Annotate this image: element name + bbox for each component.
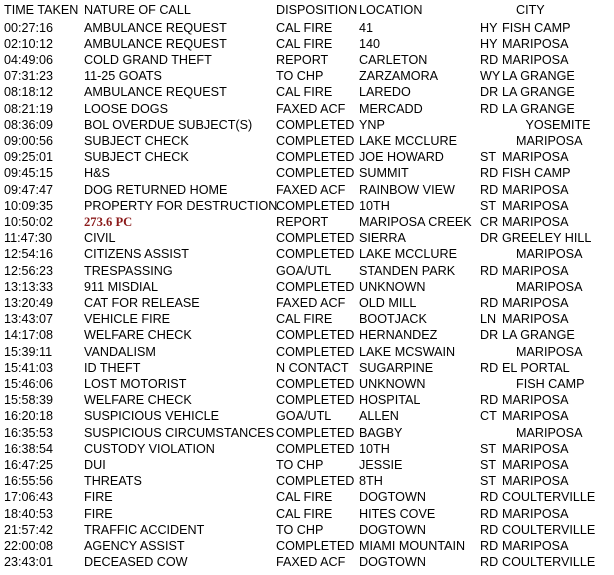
table-row <box>0 392 614 408</box>
location-cell: LAKE MCCLURE <box>359 247 457 262</box>
table-row <box>0 489 614 505</box>
time-cell: 16:35:53 <box>4 425 54 440</box>
city-cell: COULTERVILLE <box>502 490 596 505</box>
time-cell: 13:43:07 <box>4 312 54 327</box>
street-suffix-cell: RD <box>480 506 499 521</box>
location-cell: DOGTOWN <box>359 522 426 537</box>
table-row <box>0 360 614 376</box>
location-cell: 8TH <box>359 474 383 489</box>
location-cell: HOSPITAL <box>359 393 421 408</box>
time-cell: 13:13:33 <box>4 279 54 294</box>
table-row <box>0 279 614 295</box>
time-cell: 12:54:16 <box>4 247 54 262</box>
disposition-cell: COMPLETED <box>276 279 355 294</box>
street-suffix-cell: RD <box>480 101 499 116</box>
time-cell: 08:21:19 <box>4 101 54 116</box>
time-cell: 09:45:15 <box>4 166 54 181</box>
location-cell: HERNANDEZ <box>359 328 438 343</box>
city-cell: MARIPOSA <box>516 425 583 440</box>
disposition-cell: CAL FIRE <box>276 85 333 100</box>
time-cell: 17:06:43 <box>4 490 54 505</box>
nature-cell: CAT FOR RELEASE <box>84 295 200 310</box>
table-row <box>0 149 614 165</box>
nature-cell: CUSTODY VIOLATION <box>84 441 215 456</box>
table-row <box>0 214 614 230</box>
location-cell: MERCADD <box>359 101 423 116</box>
location-cell: JESSIE <box>359 457 403 472</box>
time-cell: 23:43:01 <box>4 555 54 570</box>
disposition-cell: FAXED ACF <box>276 555 346 570</box>
location-cell: 140 <box>359 36 381 51</box>
location-cell: SUMMIT <box>359 166 409 181</box>
city-cell: MARIPOSA <box>502 263 569 278</box>
nature-cell: DUI <box>84 457 106 472</box>
table-row <box>0 408 614 424</box>
disposition-cell: FAXED ACF <box>276 295 346 310</box>
location-cell: JOE HOWARD <box>359 150 444 165</box>
street-suffix-cell: RD <box>480 538 499 553</box>
street-suffix-cell: RD <box>480 522 499 537</box>
street-suffix-cell: RD <box>480 490 499 505</box>
disposition-cell: TO CHP <box>276 69 324 84</box>
nature-cell: AMBULANCE REQUEST <box>84 36 227 51</box>
table-row <box>0 101 614 117</box>
street-suffix-cell: WY <box>480 69 501 84</box>
nature-cell: BOL OVERDUE SUBJECT(S) <box>84 117 253 132</box>
street-suffix-cell: RD <box>480 295 499 310</box>
location-cell: RAINBOW VIEW <box>359 182 455 197</box>
nature-cell: LOOSE DOGS <box>84 101 168 116</box>
nature-cell: H&S <box>84 166 110 181</box>
city-cell: MARIPOSA <box>502 474 569 489</box>
street-suffix-cell: ST <box>480 441 497 456</box>
city-cell: MARIPOSA <box>516 344 583 359</box>
disposition-cell: COMPLETED <box>276 150 355 165</box>
disposition-cell: COMPLETED <box>276 133 355 148</box>
location-cell: LAKE MCSWAIN <box>359 344 456 359</box>
nature-cell: PROPERTY FOR DESTRUCTION <box>84 198 278 213</box>
disposition-cell: N CONTACT <box>276 360 349 375</box>
location-cell: SIERRA <box>359 231 406 246</box>
location-cell: OLD MILL <box>359 295 417 310</box>
location-cell: CARLETON <box>359 52 428 67</box>
location-cell: BOOTJACK <box>359 312 427 327</box>
time-cell: 12:56:23 <box>4 263 54 278</box>
city-cell: MARIPOSA <box>516 279 583 294</box>
city-cell: MARIPOSA <box>502 409 569 424</box>
table-row <box>0 473 614 489</box>
street-suffix-cell: RD <box>480 263 499 278</box>
street-suffix-cell: HY <box>480 36 498 51</box>
table-row <box>0 133 614 149</box>
disposition-cell: TO CHP <box>276 522 324 537</box>
disposition-cell: GOA/UTL <box>276 263 332 278</box>
disposition-cell: COMPLETED <box>276 474 355 489</box>
nature-cell: CIVIL <box>84 231 116 246</box>
nature-cell: ID THEFT <box>84 360 141 375</box>
table-row <box>0 84 614 100</box>
city-cell: MARIPOSA <box>502 198 569 213</box>
location-cell: 10TH <box>359 198 390 213</box>
city-cell: MARIPOSA <box>502 36 569 51</box>
disposition-cell: COMPLETED <box>276 538 355 553</box>
nature-cell: DOG RETURNED HOME <box>84 182 228 197</box>
time-cell: 09:00:56 <box>4 133 54 148</box>
city-cell: LA GRANGE <box>502 101 575 116</box>
header-nature: NATURE OF CALL <box>84 3 191 17</box>
time-cell: 08:18:12 <box>4 85 54 100</box>
nature-cell: 11-25 GOATS <box>84 69 162 84</box>
location-cell: BAGBY <box>359 425 403 440</box>
time-cell: 10:09:35 <box>4 198 54 213</box>
city-cell: COULTERVILLE <box>502 555 596 570</box>
time-cell: 21:57:42 <box>4 522 54 537</box>
time-cell: 10:50:02 <box>4 214 54 229</box>
disposition-cell: REPORT <box>276 214 329 229</box>
street-suffix-cell: RD <box>480 52 499 67</box>
street-suffix-cell: CT <box>480 409 497 424</box>
street-suffix-cell: ST <box>480 150 497 165</box>
header-city: CITY <box>516 3 545 17</box>
nature-cell: TRESPASSING <box>84 263 173 278</box>
time-cell: 00:27:16 <box>4 20 54 35</box>
table-row <box>0 246 614 262</box>
city-cell: MARIPOSA <box>502 295 569 310</box>
nature-cell: SUSPICIOUS CIRCUMSTANCES <box>84 425 275 440</box>
location-cell: HITES COVE <box>359 506 436 521</box>
disposition-cell: REPORT <box>276 52 329 67</box>
street-suffix-cell: RD <box>480 555 499 570</box>
table-row <box>0 457 614 473</box>
disposition-cell: COMPLETED <box>276 247 355 262</box>
city-cell: FISH CAMP <box>516 376 585 391</box>
nature-cell: TRAFFIC ACCIDENT <box>84 522 205 537</box>
city-cell: EL PORTAL <box>502 360 570 375</box>
disposition-cell: CAL FIRE <box>276 20 333 35</box>
table-row <box>0 538 614 554</box>
street-suffix-cell: DR <box>480 85 499 100</box>
street-suffix-cell: RD <box>480 393 499 408</box>
city-cell: MARIPOSA <box>502 214 569 229</box>
location-cell: UNKNOWN <box>359 376 426 391</box>
nature-cell: 911 MISDIAL <box>84 279 158 294</box>
city-cell: GREELEY HILL <box>502 231 592 246</box>
table-row <box>0 36 614 52</box>
time-cell: 13:20:49 <box>4 295 54 310</box>
time-cell: 18:40:53 <box>4 506 54 521</box>
nature-cell: FIRE <box>84 506 113 521</box>
table-row <box>0 165 614 181</box>
disposition-cell: COMPLETED <box>276 231 355 246</box>
table-row <box>0 327 614 343</box>
disposition-cell: COMPLETED <box>276 166 355 181</box>
disposition-cell: COMPLETED <box>276 376 355 391</box>
location-cell: STANDEN PARK <box>359 263 456 278</box>
nature-cell: FIRE <box>84 490 113 505</box>
nature-cell: WELFARE CHECK <box>84 328 192 343</box>
nature-cell: COLD GRAND THEFT <box>84 52 212 67</box>
location-cell: 10TH <box>359 441 390 456</box>
time-cell: 04:49:06 <box>4 52 54 67</box>
street-suffix-cell: LN <box>480 312 497 327</box>
nature-cell: WELFARE CHECK <box>84 393 192 408</box>
street-suffix-cell: CR <box>480 214 499 229</box>
city-cell: MARIPOSA <box>502 150 569 165</box>
header-time: TIME TAKEN <box>4 3 79 17</box>
table-row <box>0 506 614 522</box>
time-cell: 16:47:25 <box>4 457 54 472</box>
city-cell: MARIPOSA <box>516 133 583 148</box>
time-cell: 15:46:06 <box>4 376 54 391</box>
nature-cell: AMBULANCE REQUEST <box>84 85 227 100</box>
disposition-cell: COMPLETED <box>276 425 355 440</box>
disposition-cell: FAXED ACF <box>276 182 346 197</box>
disposition-cell: CAL FIRE <box>276 312 333 327</box>
disposition-cell: TO CHP <box>276 457 324 472</box>
nature-cell: SUBJECT CHECK <box>84 150 189 165</box>
header-row <box>0 2 614 18</box>
table-row <box>0 182 614 198</box>
city-cell: FISH CAMP <box>502 166 571 181</box>
nature-cell: DECEASED COW <box>84 555 188 570</box>
street-suffix-cell: ST <box>480 457 497 472</box>
location-cell: DOGTOWN <box>359 555 426 570</box>
street-suffix-cell: RD <box>480 182 499 197</box>
nature-cell: SUSPICIOUS VEHICLE <box>84 409 220 424</box>
street-suffix-cell: ST <box>480 198 497 213</box>
time-cell: 15:58:39 <box>4 393 54 408</box>
header-disposition: DISPOSITION <box>276 3 358 17</box>
time-cell: 16:38:54 <box>4 441 54 456</box>
street-suffix-cell: ST <box>480 474 497 489</box>
nature-cell: VANDALISM <box>84 344 156 359</box>
disposition-cell: COMPLETED <box>276 441 355 456</box>
city-cell: LA GRANGE <box>502 85 575 100</box>
nature-cell: LOST MOTORIST <box>84 376 187 391</box>
location-cell: DOGTOWN <box>359 490 426 505</box>
time-cell: 16:20:18 <box>4 409 54 424</box>
city-cell: MARIPOSA <box>502 312 569 327</box>
time-cell: 16:55:56 <box>4 474 54 489</box>
table-row <box>0 20 614 36</box>
location-cell: LAKE MCCLURE <box>359 133 457 148</box>
table-row <box>0 376 614 392</box>
table-row <box>0 425 614 441</box>
disposition-cell: COMPLETED <box>276 393 355 408</box>
time-cell: 09:47:47 <box>4 182 54 197</box>
city-cell: LA GRANGE <box>502 69 575 84</box>
city-cell: YOSEMITE <box>525 117 591 132</box>
nature-cell: VEHICLE FIRE <box>84 312 171 327</box>
time-cell: 02:10:12 <box>4 36 54 51</box>
city-cell: LA GRANGE <box>502 328 575 343</box>
table-row <box>0 311 614 327</box>
nature-cell: AGENCY ASSIST <box>84 538 185 553</box>
disposition-cell: COMPLETED <box>276 198 355 213</box>
city-cell: MARIPOSA <box>502 52 569 67</box>
street-suffix-cell: RD <box>480 166 499 181</box>
location-cell: ALLEN <box>359 409 399 424</box>
location-cell: LAREDO <box>359 85 411 100</box>
location-cell: YNP <box>359 117 385 132</box>
street-suffix-cell: DR <box>480 328 499 343</box>
city-cell: MARIPOSA <box>516 247 583 262</box>
street-suffix-cell: RD <box>480 360 499 375</box>
nature-cell: AMBULANCE REQUEST <box>84 20 227 35</box>
disposition-cell: COMPLETED <box>276 328 355 343</box>
time-cell: 09:25:01 <box>4 150 54 165</box>
table-row <box>0 117 614 133</box>
time-cell: 22:00:08 <box>4 538 54 553</box>
disposition-cell: FAXED ACF <box>276 101 346 116</box>
table-row <box>0 198 614 214</box>
time-cell: 11:47:30 <box>4 231 53 246</box>
city-cell: MARIPOSA <box>502 182 569 197</box>
location-cell: MARIPOSA CREEK <box>359 214 472 229</box>
time-cell: 07:31:23 <box>4 69 54 84</box>
table-row <box>0 295 614 311</box>
nature-cell: SUBJECT CHECK <box>84 133 189 148</box>
time-cell: 14:17:08 <box>4 328 54 343</box>
time-cell: 15:41:03 <box>4 360 54 375</box>
location-cell: 41 <box>359 20 374 35</box>
city-cell: MARIPOSA <box>502 506 569 521</box>
disposition-cell: GOA/UTL <box>276 409 332 424</box>
table-row <box>0 68 614 84</box>
time-cell: 08:36:09 <box>4 117 54 132</box>
nature-cell: 273.6 PC <box>84 214 133 229</box>
disposition-cell: CAL FIRE <box>276 490 333 505</box>
city-cell: MARIPOSA <box>502 538 569 553</box>
city-cell: MARIPOSA <box>502 457 569 472</box>
table-row <box>0 52 614 68</box>
city-cell: MARIPOSA <box>502 393 569 408</box>
city-cell: COULTERVILLE <box>502 522 596 537</box>
nature-cell: CITIZENS ASSIST <box>84 247 189 262</box>
location-cell: UNKNOWN <box>359 279 426 294</box>
table-row <box>0 230 614 246</box>
location-cell: ZARZAMORA <box>359 69 439 84</box>
table-row <box>0 344 614 360</box>
disposition-cell: COMPLETED <box>276 344 355 359</box>
nature-cell: THREATS <box>84 474 142 489</box>
location-cell: SUGARPINE <box>359 360 434 375</box>
city-cell: FISH CAMP <box>502 20 571 35</box>
location-cell: MIAMI MOUNTAIN <box>359 538 466 553</box>
table-row <box>0 522 614 538</box>
header-location: LOCATION <box>359 3 423 17</box>
disposition-cell: COMPLETED <box>276 117 355 132</box>
table-row <box>0 554 614 570</box>
disposition-cell: CAL FIRE <box>276 36 333 51</box>
table-row <box>0 441 614 457</box>
city-cell: MARIPOSA <box>502 441 569 456</box>
table-row <box>0 263 614 279</box>
street-suffix-cell: HY <box>480 20 498 35</box>
time-cell: 15:39:11 <box>4 344 53 359</box>
disposition-cell: CAL FIRE <box>276 506 333 521</box>
street-suffix-cell: DR <box>480 231 499 246</box>
